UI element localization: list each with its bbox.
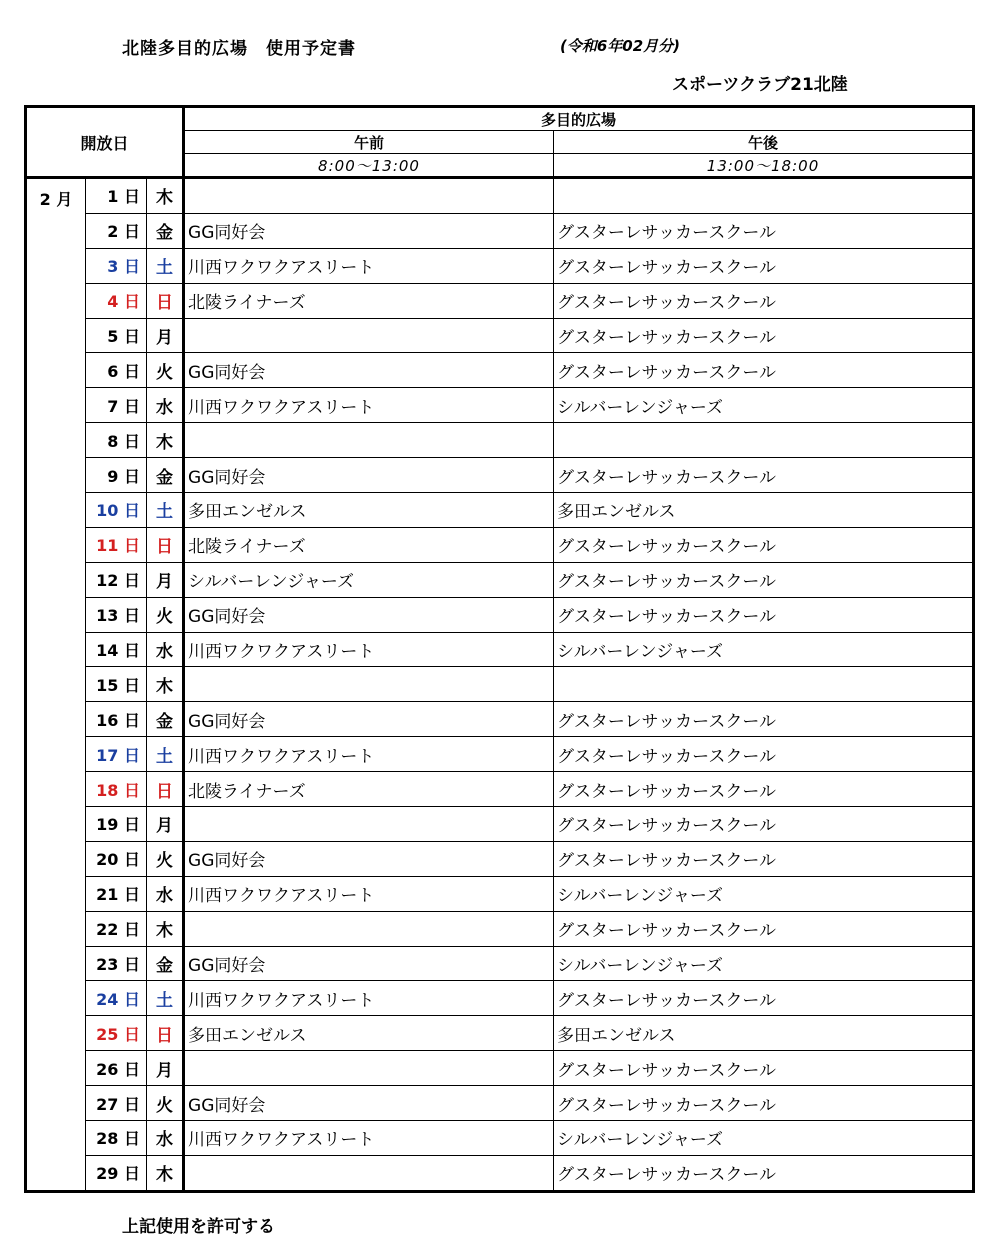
am-booking-cell — [184, 1051, 554, 1086]
organization-name: スポーツクラブ21北陸 — [672, 75, 848, 95]
day-cell: 7 日 — [86, 388, 147, 423]
table-row — [26, 946, 974, 981]
weekday-cell: 日 — [147, 772, 184, 807]
am-booking-cell: GG同好会 — [184, 597, 554, 632]
schedule-body — [26, 178, 974, 1192]
weekday-cell: 土 — [147, 737, 184, 772]
pm-booking-cell: グスターレサッカースクール — [554, 1086, 974, 1121]
day-cell: 10 日 — [86, 493, 147, 528]
day-cell: 12 日 — [86, 562, 147, 597]
pm-booking-cell: グスターレサッカースクール — [554, 248, 974, 283]
pm-booking-cell: シルバーレンジャーズ — [554, 632, 974, 667]
pm-booking-cell: シルバーレンジャーズ — [554, 946, 974, 981]
weekday-cell: 金 — [147, 946, 184, 981]
table-row — [26, 1086, 974, 1121]
am-booking-cell — [184, 318, 554, 353]
day-cell: 13 日 — [86, 597, 147, 632]
am-booking-cell: 多田エンゼルス — [184, 493, 554, 528]
table-row — [26, 632, 974, 667]
table-row — [26, 353, 974, 388]
am-booking-cell: 川西ワクワクアスリート — [184, 632, 554, 667]
pm-booking-cell — [554, 178, 974, 214]
day-cell: 15 日 — [86, 667, 147, 702]
weekday-cell: 月 — [147, 562, 184, 597]
weekday-cell: 日 — [147, 527, 184, 562]
table-row — [26, 213, 974, 248]
weekday-cell: 金 — [147, 213, 184, 248]
am-booking-cell: 多田エンゼルス — [184, 1016, 554, 1051]
pm-booking-cell: シルバーレンジャーズ — [554, 1121, 974, 1156]
month-cell: 2 月 — [26, 178, 86, 1192]
pm-booking-cell: グスターレサッカースクール — [554, 283, 974, 318]
pm-booking-cell: 多田エンゼルス — [554, 1016, 974, 1051]
table-row — [26, 388, 974, 423]
day-cell: 23 日 — [86, 946, 147, 981]
am-booking-cell — [184, 423, 554, 458]
pm-booking-cell: グスターレサッカースクール — [554, 353, 974, 388]
table-row — [26, 1051, 974, 1086]
weekday-cell: 水 — [147, 388, 184, 423]
am-booking-cell: シルバーレンジャーズ — [184, 562, 554, 597]
pm-booking-cell: グスターレサッカースクール — [554, 527, 974, 562]
table-row — [26, 911, 974, 946]
day-cell: 26 日 — [86, 1051, 147, 1086]
pm-booking-cell: グスターレサッカースクール — [554, 562, 974, 597]
am-booking-cell: 北陵ライナーズ — [184, 527, 554, 562]
pm-booking-cell: グスターレサッカースクール — [554, 841, 974, 876]
pm-booking-cell: シルバーレンジャーズ — [554, 388, 974, 423]
day-cell: 29 日 — [86, 1155, 147, 1191]
table-row — [26, 1155, 974, 1191]
table-row — [26, 737, 974, 772]
weekday-cell: 金 — [147, 458, 184, 493]
am-booking-cell: 川西ワクワクアスリート — [184, 388, 554, 423]
am-booking-cell: 川西ワクワクアスリート — [184, 876, 554, 911]
day-cell: 8 日 — [86, 423, 147, 458]
am-booking-cell: 川西ワクワクアスリート — [184, 248, 554, 283]
table-row — [26, 527, 974, 562]
am-booking-cell: GG同好会 — [184, 702, 554, 737]
weekday-cell: 水 — [147, 1121, 184, 1156]
pm-booking-cell: グスターレサッカースクール — [554, 981, 974, 1016]
venue-header: 多目的広場 — [184, 107, 974, 131]
day-cell: 1 日 — [86, 178, 147, 214]
am-booking-cell: 川西ワクワクアスリート — [184, 1121, 554, 1156]
weekday-cell: 土 — [147, 248, 184, 283]
am-booking-cell: 北陵ライナーズ — [184, 772, 554, 807]
table-row — [26, 841, 974, 876]
table-row — [26, 1016, 974, 1051]
am-booking-cell — [184, 807, 554, 842]
weekday-cell: 木 — [147, 667, 184, 702]
weekday-cell: 火 — [147, 353, 184, 388]
day-cell: 18 日 — [86, 772, 147, 807]
weekday-cell: 土 — [147, 493, 184, 528]
day-cell: 19 日 — [86, 807, 147, 842]
day-cell: 22 日 — [86, 911, 147, 946]
table-row — [26, 283, 974, 318]
day-cell: 14 日 — [86, 632, 147, 667]
day-cell: 28 日 — [86, 1121, 147, 1156]
pm-booking-cell: グスターレサッカースクール — [554, 911, 974, 946]
table-row — [26, 702, 974, 737]
day-cell: 21 日 — [86, 876, 147, 911]
pm-booking-cell — [554, 667, 974, 702]
table-row — [26, 458, 974, 493]
weekday-cell: 火 — [147, 1086, 184, 1121]
am-booking-cell — [184, 178, 554, 214]
am-booking-cell — [184, 911, 554, 946]
pm-booking-cell: グスターレサッカースクール — [554, 213, 974, 248]
weekday-cell: 日 — [147, 1016, 184, 1051]
weekday-cell: 月 — [147, 807, 184, 842]
am-booking-cell: 北陵ライナーズ — [184, 283, 554, 318]
day-cell: 20 日 — [86, 841, 147, 876]
day-cell: 4 日 — [86, 283, 147, 318]
am-booking-cell: GG同好会 — [184, 946, 554, 981]
table-row — [26, 772, 974, 807]
day-cell: 25 日 — [86, 1016, 147, 1051]
weekday-cell: 月 — [147, 318, 184, 353]
table-row — [26, 876, 974, 911]
am-booking-cell: 川西ワクワクアスリート — [184, 981, 554, 1016]
day-cell: 3 日 — [86, 248, 147, 283]
pm-booking-cell: グスターレサッカースクール — [554, 772, 974, 807]
table-row — [26, 248, 974, 283]
weekday-cell: 水 — [147, 632, 184, 667]
pm-booking-cell: グスターレサッカースクール — [554, 1051, 974, 1086]
am-booking-cell: GG同好会 — [184, 841, 554, 876]
am-booking-cell — [184, 1155, 554, 1191]
pm-booking-cell: グスターレサッカースクール — [554, 1155, 974, 1191]
pm-booking-cell — [554, 423, 974, 458]
pm-header: 午後 — [554, 131, 974, 154]
day-cell: 16 日 — [86, 702, 147, 737]
am-time-header: 8:00～13:00 — [184, 154, 554, 178]
pm-booking-cell: グスターレサッカースクール — [554, 597, 974, 632]
table-row — [26, 493, 974, 528]
day-cell: 24 日 — [86, 981, 147, 1016]
weekday-cell: 木 — [147, 423, 184, 458]
weekday-cell: 火 — [147, 841, 184, 876]
weekday-cell: 木 — [147, 911, 184, 946]
am-booking-cell: 川西ワクワクアスリート — [184, 737, 554, 772]
pm-booking-cell: グスターレサッカースクール — [554, 318, 974, 353]
weekday-cell: 土 — [147, 981, 184, 1016]
approval-note: 上記使用を許可する — [122, 1217, 275, 1237]
table-row — [26, 178, 974, 214]
open-day-header: 開放日 — [26, 107, 184, 178]
pm-booking-cell: グスターレサッカースクール — [554, 737, 974, 772]
am-booking-cell: GG同好会 — [184, 458, 554, 493]
table-row — [26, 981, 974, 1016]
weekday-cell: 日 — [147, 283, 184, 318]
day-cell: 2 日 — [86, 213, 147, 248]
table-row — [26, 597, 974, 632]
pm-booking-cell: グスターレサッカースクール — [554, 807, 974, 842]
day-cell: 27 日 — [86, 1086, 147, 1121]
pm-booking-cell: シルバーレンジャーズ — [554, 876, 974, 911]
table-row — [26, 667, 974, 702]
day-cell: 5 日 — [86, 318, 147, 353]
am-booking-cell: GG同好会 — [184, 353, 554, 388]
weekday-cell: 木 — [147, 178, 184, 214]
am-booking-cell: GG同好会 — [184, 1086, 554, 1121]
weekday-cell: 水 — [147, 876, 184, 911]
table-row — [26, 318, 974, 353]
table-row — [26, 423, 974, 458]
schedule-table — [24, 105, 975, 1193]
day-cell: 6 日 — [86, 353, 147, 388]
table-row — [26, 1121, 974, 1156]
weekday-cell: 火 — [147, 597, 184, 632]
am-header: 午前 — [184, 131, 554, 154]
day-cell: 9 日 — [86, 458, 147, 493]
table-row — [26, 807, 974, 842]
table-row — [26, 562, 974, 597]
pm-booking-cell: グスターレサッカースクール — [554, 702, 974, 737]
day-cell: 11 日 — [86, 527, 147, 562]
pm-booking-cell: グスターレサッカースクール — [554, 458, 974, 493]
pm-time-header: 13:00～18:00 — [554, 154, 974, 178]
day-cell: 17 日 — [86, 737, 147, 772]
am-booking-cell — [184, 667, 554, 702]
document-title: 北陸多目的広場 使用予定書 — [122, 39, 356, 59]
weekday-cell: 木 — [147, 1155, 184, 1191]
pm-booking-cell: 多田エンゼルス — [554, 493, 974, 528]
weekday-cell: 月 — [147, 1051, 184, 1086]
weekday-cell: 金 — [147, 702, 184, 737]
document-period: (令和6年02月分) — [560, 37, 681, 55]
am-booking-cell: GG同好会 — [184, 213, 554, 248]
